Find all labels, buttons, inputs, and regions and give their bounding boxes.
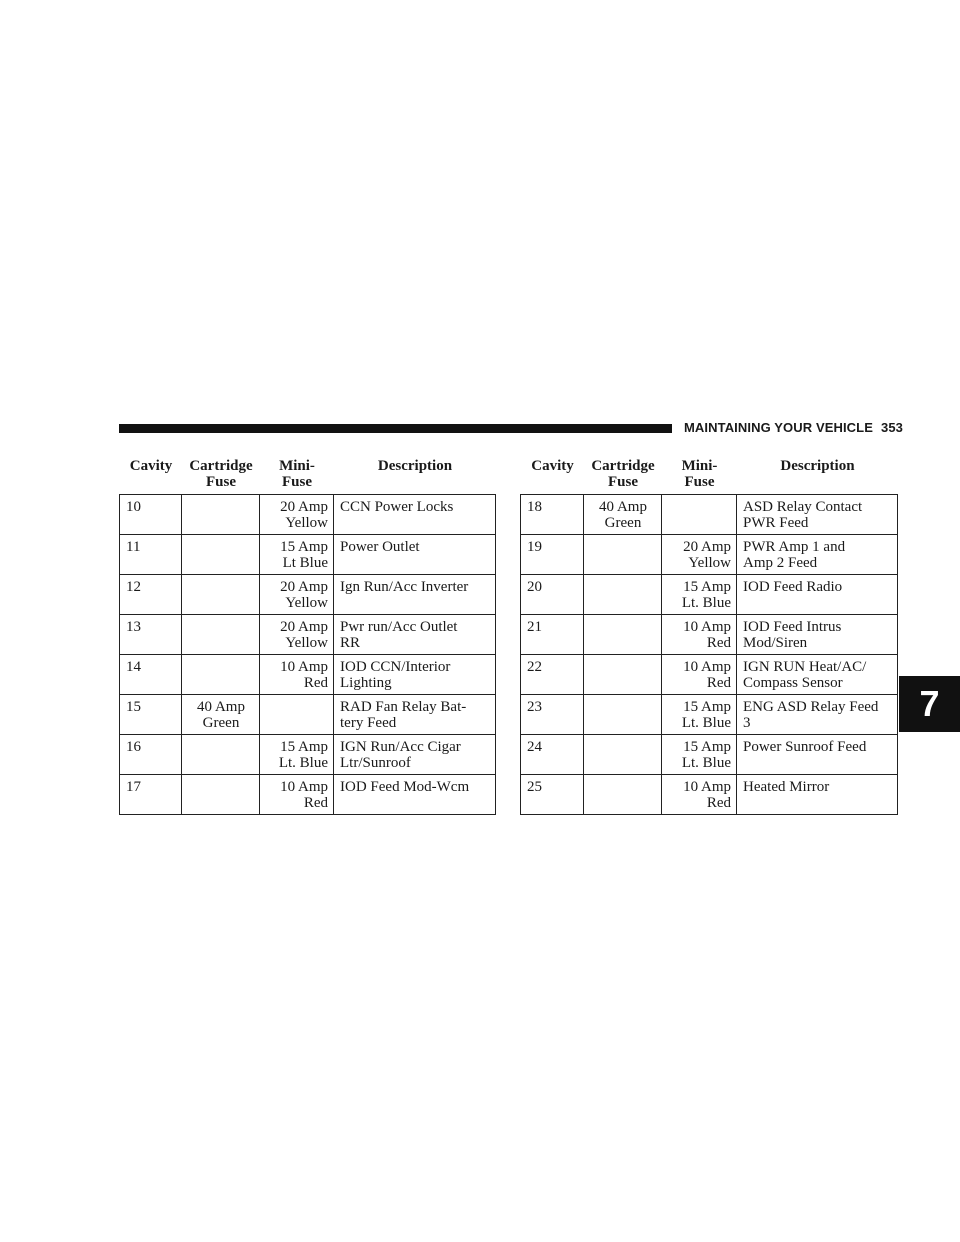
description-cell: ENG ASD Relay Feed 3 [737, 695, 898, 735]
cavity-cell: 20 [521, 575, 584, 615]
cartridge-fuse-cell [584, 775, 662, 815]
cavity-cell: 10 [120, 495, 182, 535]
mini-fuse-cell: 20 Amp Yellow [662, 535, 737, 575]
fuse-table-right [520, 454, 898, 815]
cavity-cell: 17 [120, 775, 182, 815]
mini-fuse-cell: 20 Amp Yellow [260, 575, 334, 615]
mini-fuse-cell: 10 Amp Red [662, 655, 737, 695]
table-row [120, 575, 496, 615]
description-cell: Heated Mirror [737, 775, 898, 815]
description-cell: Power Sunroof Feed [737, 735, 898, 775]
cartridge-fuse-cell [182, 615, 260, 655]
table-row [521, 695, 898, 735]
cavity-cell: 25 [521, 775, 584, 815]
mini-fuse-cell: 10 Amp Red [260, 775, 334, 815]
table-row [120, 735, 496, 775]
chapter-tab: 7 [899, 676, 960, 732]
mini-fuse-cell: 15 Amp Lt Blue [260, 535, 334, 575]
column-header-mini-fuse: Mini- Fuse [662, 454, 737, 495]
description-cell: RAD Fan Relay Bat- tery Feed [334, 695, 496, 735]
column-header-description: Description [737, 454, 898, 495]
column-header-cavity: Cavity [120, 454, 182, 495]
section-title: MAINTAINING YOUR VEHICLE [684, 420, 873, 435]
table-row [120, 695, 496, 735]
mini-fuse-cell [260, 695, 334, 735]
cavity-cell: 15 [120, 695, 182, 735]
mini-fuse-cell: 15 Amp Lt. Blue [260, 735, 334, 775]
description-cell: CCN Power Locks [334, 495, 496, 535]
header-rule [119, 424, 672, 433]
mini-fuse-cell: 10 Amp Red [662, 775, 737, 815]
description-cell: Pwr run/Acc Outlet RR [334, 615, 496, 655]
cartridge-fuse-cell [182, 735, 260, 775]
cavity-cell: 24 [521, 735, 584, 775]
cartridge-fuse-cell [182, 775, 260, 815]
description-cell: Ign Run/Acc Inverter [334, 575, 496, 615]
table-row [521, 615, 898, 655]
description-cell: IOD CCN/Interior Lighting [334, 655, 496, 695]
cavity-cell: 18 [521, 495, 584, 535]
description-cell: ASD Relay Contact PWR Feed [737, 495, 898, 535]
table-row [521, 655, 898, 695]
page-number: 353 [880, 420, 903, 435]
cavity-cell: 23 [521, 695, 584, 735]
table-row [521, 735, 898, 775]
table-row [120, 615, 496, 655]
cavity-cell: 21 [521, 615, 584, 655]
description-cell: IGN RUN Heat/AC/ Compass Sensor [737, 655, 898, 695]
running-header [684, 420, 903, 435]
mini-fuse-cell: 15 Amp Lt. Blue [662, 575, 737, 615]
description-cell: Power Outlet [334, 535, 496, 575]
cavity-cell: 13 [120, 615, 182, 655]
cartridge-fuse-cell [182, 655, 260, 695]
cartridge-fuse-cell [584, 615, 662, 655]
table-row [521, 535, 898, 575]
cavity-cell: 19 [521, 535, 584, 575]
mini-fuse-cell: 15 Amp Lt. Blue [662, 695, 737, 735]
description-cell: IGN Run/Acc Cigar Ltr/Sunroof [334, 735, 496, 775]
column-header-mini-fuse: Mini- Fuse [260, 454, 334, 495]
table-row [521, 775, 898, 815]
cartridge-fuse-cell: 40 Amp Green [182, 695, 260, 735]
table-header-row [521, 454, 898, 495]
cavity-cell: 16 [120, 735, 182, 775]
cartridge-fuse-cell [182, 535, 260, 575]
table-header-row [120, 454, 496, 495]
cartridge-fuse-cell [182, 575, 260, 615]
cavity-cell: 14 [120, 655, 182, 695]
mini-fuse-cell: 20 Amp Yellow [260, 495, 334, 535]
column-header-cartridge-fuse: Cartridge Fuse [584, 454, 662, 495]
column-header-cavity: Cavity [521, 454, 584, 495]
cartridge-fuse-cell [584, 575, 662, 615]
table-row [521, 495, 898, 535]
mini-fuse-cell: 10 Amp Red [260, 655, 334, 695]
table-row [120, 775, 496, 815]
table-row [521, 575, 898, 615]
table-row [120, 535, 496, 575]
fuse-table-left [119, 454, 496, 815]
description-cell: IOD Feed Intrus Mod/Siren [737, 615, 898, 655]
mini-fuse-cell [662, 495, 737, 535]
cavity-cell: 22 [521, 655, 584, 695]
cartridge-fuse-cell [182, 495, 260, 535]
description-cell: IOD Feed Mod-Wcm [334, 775, 496, 815]
cavity-cell: 12 [120, 575, 182, 615]
cartridge-fuse-cell: 40 Amp Green [584, 495, 662, 535]
cartridge-fuse-cell [584, 735, 662, 775]
cartridge-fuse-cell [584, 655, 662, 695]
column-header-cartridge-fuse: Cartridge Fuse [182, 454, 260, 495]
cartridge-fuse-cell [584, 535, 662, 575]
mini-fuse-cell: 15 Amp Lt. Blue [662, 735, 737, 775]
mini-fuse-cell: 20 Amp Yellow [260, 615, 334, 655]
description-cell: IOD Feed Radio [737, 575, 898, 615]
description-cell: PWR Amp 1 and Amp 2 Feed [737, 535, 898, 575]
table-row [120, 655, 496, 695]
mini-fuse-cell: 10 Amp Red [662, 615, 737, 655]
table-row [120, 495, 496, 535]
column-header-description: Description [334, 454, 496, 495]
cavity-cell: 11 [120, 535, 182, 575]
cartridge-fuse-cell [584, 695, 662, 735]
